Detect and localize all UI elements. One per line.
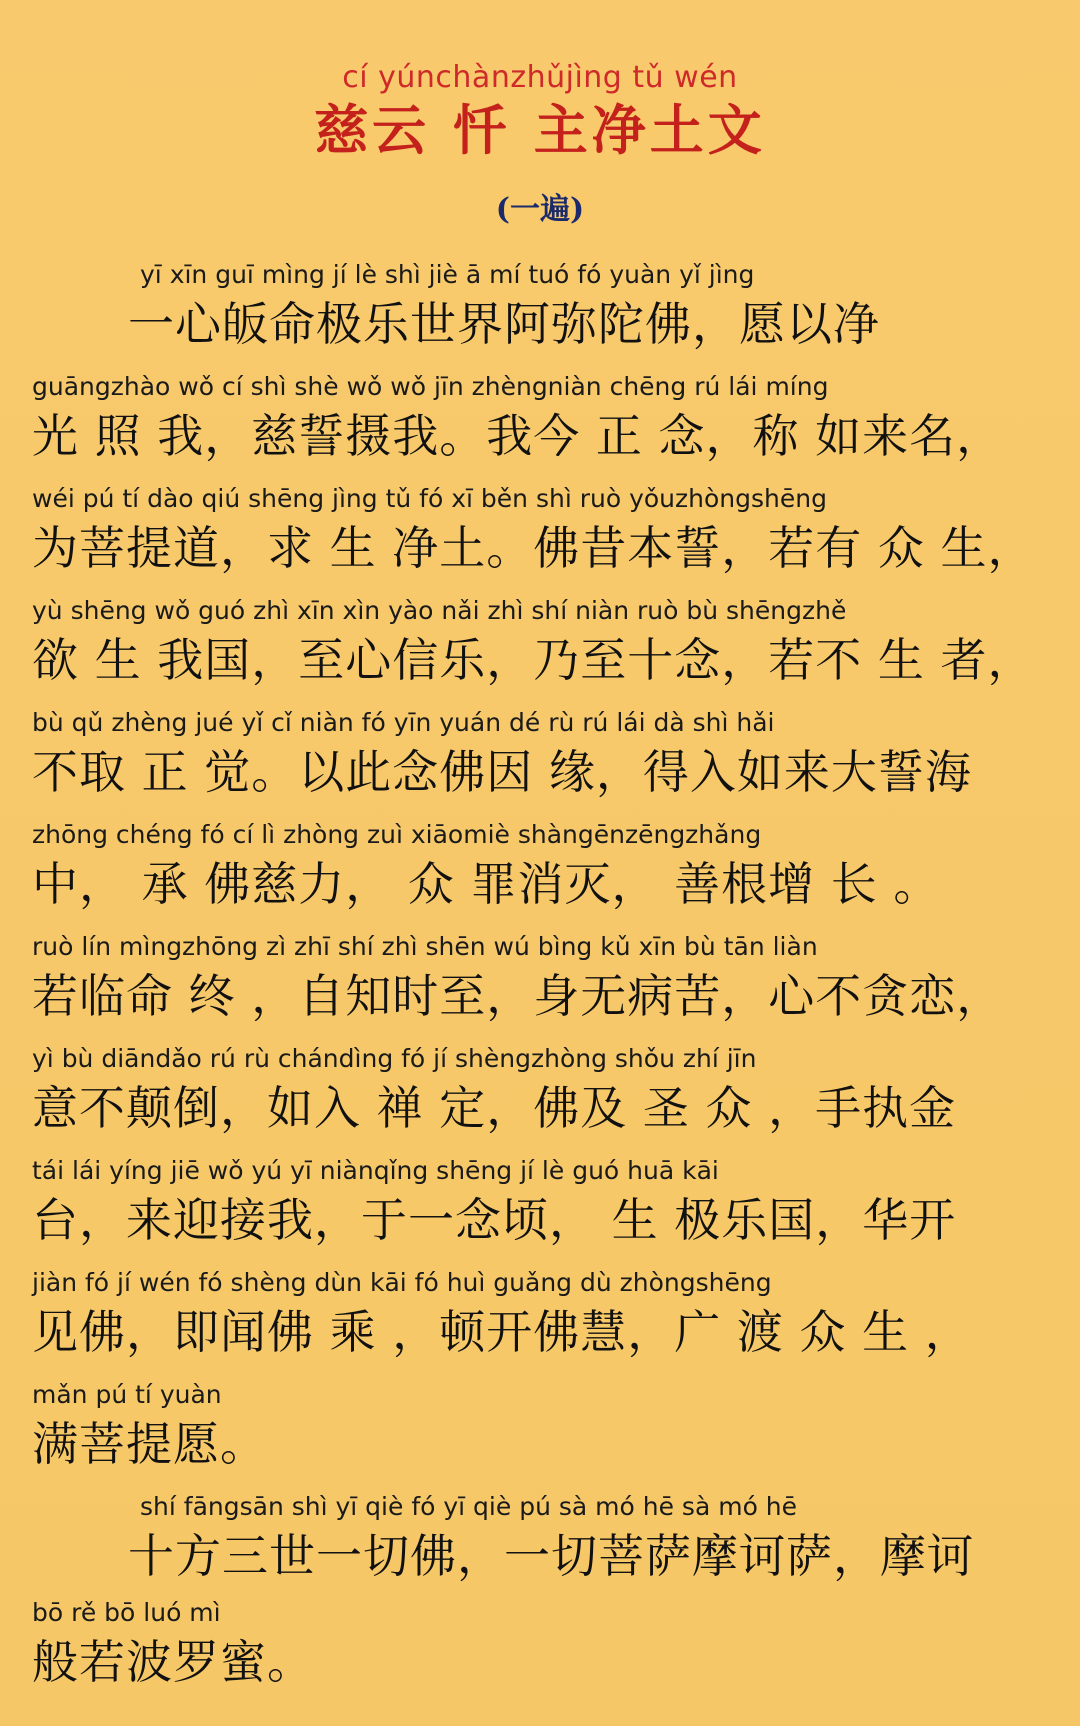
pinyin-line-10: jiàn fó jí wén fó shèng dùn kāi fó huì guǎng dù zhòngshēng [32,1268,772,1297]
hanzi-line-13: 般若波罗蜜。 [32,1635,314,1689]
hanzi-line-2: 光 照 我，慈誓摄我。我今 正 念，称 如来名， [32,409,1004,463]
hanzi-line-10: 见佛，即闻佛 乘 ，顿开佛慧，广 渡 众 生 ， [32,1305,972,1359]
hanzi-line-6: 中， 承 佛慈力， 众 罪消灭， 善根增 长 。 [32,857,941,911]
hanzi-line-1: 一心皈命极乐世界阿弥陀佛，愿以净 [128,297,880,351]
pinyin-line-8: yì bù diāndǎo rú rù chándìng fó jí shèngzhòng shǒu zhí jīn [32,1044,757,1073]
hanzi-line-12: 十方三世一切佛，一切菩萨摩诃萨，摩诃 [128,1529,974,1583]
pinyin-line-1: yī xīn guī mìng jí lè shì jiè ā mí tuó fó yuàn yǐ jìng [140,260,755,289]
pinyin-line-11: mǎn pú tí yuàn [32,1380,222,1409]
pinyin-line-5: bù qǔ zhèng jué yǐ cǐ niàn fó yīn yuán dé rù rú lái dà shì hǎi [32,708,775,737]
title-pinyin: cí yúnchànzhǔjìng tǔ wén [342,60,738,95]
hanzi-line-4: 欲 生 我国，至心信乐，乃至十念，若不 生 者， [32,633,1035,687]
pinyin-line-2: guāngzhào wǒ cí shì shè wǒ wǒ jīn zhèngniàn chēng rú lái míng [32,372,829,401]
pinyin-line-13: bō rě bō luó mì [32,1598,221,1627]
pinyin-line-12: shí fāngsān shì yī qiè fó yī qiè pú sà mó hē sà mó hē [140,1492,798,1521]
text-line-11 [0,1378,1080,1490]
text-line-12 [0,1490,1080,1602]
text-line-9 [0,1154,1080,1266]
text-line-1 [0,258,1080,370]
pinyin-line-6: zhōng chéng fó cí lì zhòng zuì xiāomiè shàngēnzēngzhǎng [32,820,762,849]
pinyin-line-9: tái lái yíng jiē wǒ yú yī niànqǐng shēng jí lè guó huā kāi [32,1156,719,1185]
hanzi-line-3: 为菩提道，求 生 净土。佛昔本誓，若有 众 生， [32,521,1035,575]
pinyin-line-4: yù shēng wǒ guó zhì xīn xìn yào nǎi zhì shí niàn ruò bù shēngzhě [32,596,847,625]
text-line-7 [0,930,1080,1042]
pinyin-line-7: ruò lín mìngzhōng zì zhī shí zhì shēn wú bìng kǔ xīn bù tān liàn [32,932,818,961]
text-line-5 [0,706,1080,818]
page-title: 慈云 忏 主净土文 [314,98,766,162]
text-line-3 [0,482,1080,594]
subtitle-repeat-count: (一遍) [495,192,585,227]
hanzi-line-9: 台，来迎接我，于一念顷， 生 极乐国，华开 [32,1193,957,1247]
hanzi-line-8: 意不颠倒，如入 禅 定，佛及 圣 众 ，手执金 [32,1081,957,1135]
hanzi-line-7: 若临命 终 ，自知时至，身无病苦，心不贪恋， [32,969,1004,1023]
title-block [0,60,1080,162]
text-line-4 [0,594,1080,706]
text-line-10 [0,1266,1080,1378]
text-line-6 [0,818,1080,930]
pinyin-line-3: wéi pú tí dào qiú shēng jìng tǔ fó xī běn shì ruò yǒuzhòngshēng [32,484,827,513]
text-line-8 [0,1042,1080,1154]
hanzi-line-11: 满菩提愿。 [32,1417,267,1471]
text-line-13 [0,1596,1080,1708]
hanzi-line-5: 不取 正 觉。以此念佛因 缘，得入如来大誓海 [32,745,972,799]
text-line-2 [0,370,1080,482]
